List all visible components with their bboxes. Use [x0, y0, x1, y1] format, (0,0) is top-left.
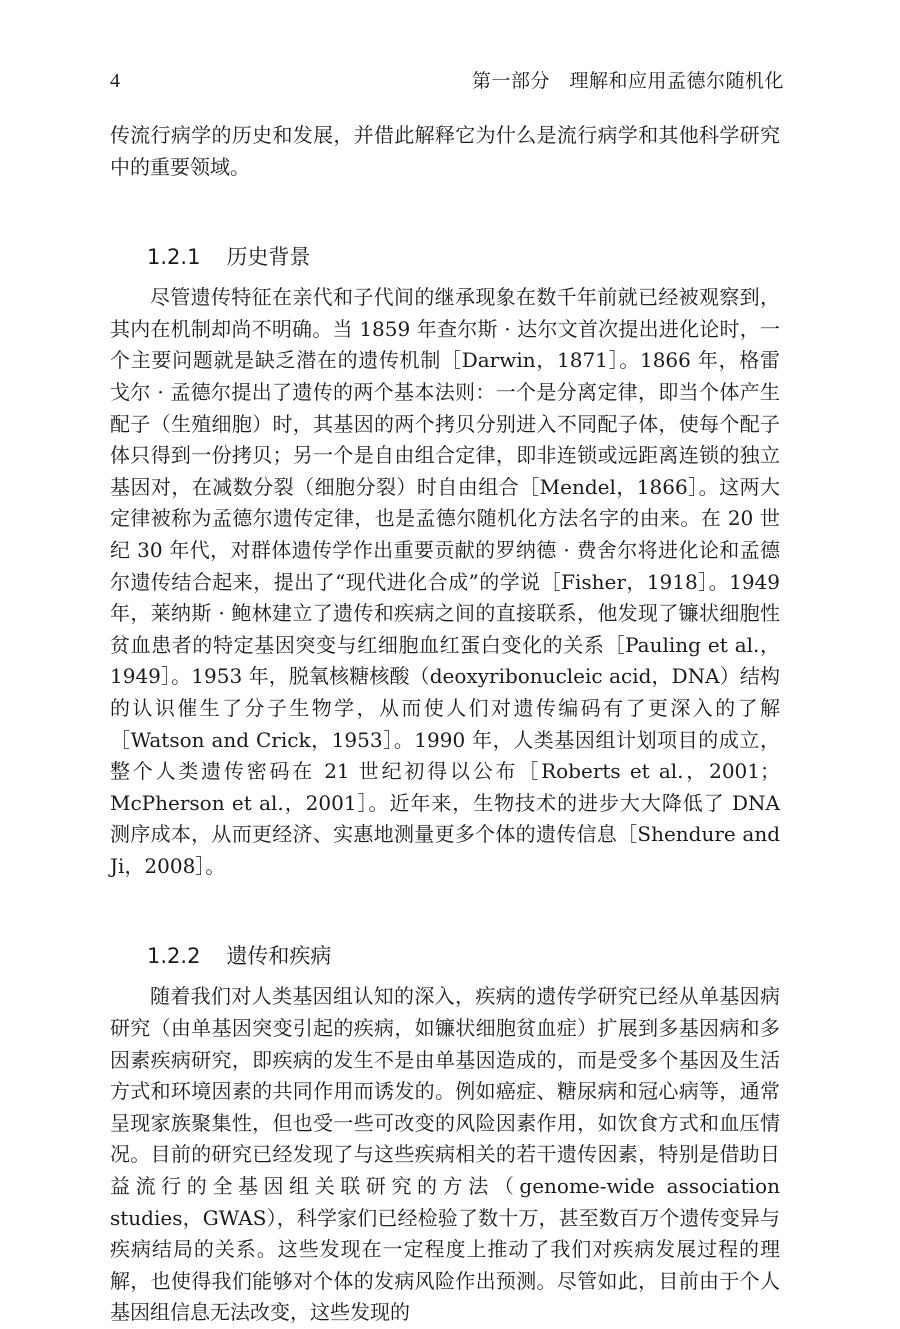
- page-body: [110, 120, 780, 1329]
- spacer: [110, 882, 780, 941]
- spacer: [110, 183, 780, 242]
- page-number: 4: [110, 70, 120, 92]
- section-number: 1.2.2: [147, 944, 201, 969]
- spacer: [110, 971, 780, 981]
- section-heading: [110, 242, 780, 272]
- running-header: [110, 66, 784, 96]
- section-paragraph: 尽管遗传特征在亲代和子代间的继承现象在数千年前就已经被观察到，其内在机制却尚不明确。当 1859 年查尔斯 · 达尔文首次提出进化论时，一个主要问题就是缺乏潜在的遗传机制［Darwin，1871］。1866 年，格雷戈尔 · 孟德尔提出了遗传的两个基本法则：一个是分离定律，即当个体产生配子（生殖细胞）时，其基因的两个拷贝分别进入不同配子体，使每个配子体只得到一份拷贝；另一个是自由组合定律，即非连锁或远距离连锁的独立基因对，在减数分裂（细胞分裂）时自由组合［Mendel，1866］。这两大定律被称为孟德尔遗传定律，也是孟德尔随机化方法名字的由来。在 20 世纪 30 年代，对群体遗传学作出重要贡献的罗纳德 · 费舍尔将进化论和孟德尔遗传结合起来，提出了“现代进化合成”的学说［Fisher，1918］。1949 年，莱纳斯 · 鲍林建立了遗传和疾病之间的直接联系，他发现了镰状细胞性贫血患者的特定基因突变与红细胞血红蛋白变化的关系［Pauling et al.，1949］。1953 年，脱氧核糖核酸（deoxyribonucleic acid，DNA）结构的认识催生了分子生物学，从而使人们对遗传编码有了更深入的了解［Watson and Crick，1953］。1990 年，人类基因组计划项目的成立，整个人类遗传密码在 21 世纪初得以公布［Roberts et al.，2001；McPherson et al.，2001］。近年来，生物技术的进步大大降低了 DNA 测序成本，从而更经济、实惠地测量更多个体的遗传信息［Shendure and Ji，2008］。: [110, 285, 780, 878]
- section-heading: [110, 941, 780, 971]
- spacer: [110, 272, 780, 282]
- section-number: 1.2.1: [147, 245, 201, 270]
- intro-paragraph: 传流行病学的历史和发展，并借此解释它为什么是流行病学和其他科学研究中的重要领域。: [110, 123, 780, 179]
- section-paragraph: 随着我们对人类基因组认知的深入，疾病的遗传学研究已经从单基因病研究（由单基因突变引起的疾病，如镰状细胞贫血症）扩展到多基因病和多因素疾病研究，即疾病的发生不是由单基因造成的，而是受多个基因及生活方式和环境因素的共同作用而诱发的。例如癌症、糖尿病和冠心病等，通常呈现家族聚集性，但也受一些可改变的风险因素作用，如饮食方式和血压情况。目前的研究已经发现了与这些疾病相关的若干遗传因素，特别是借助日益流行的全基因组关联研究的方法（genome-wide association studies，GWAS），科学家们已经检验了数十万，甚至数百万个遗传变异与疾病结局的关系。这些发现在一定程度上推动了我们对疾病发展过程的理解，也使得我们能够对个体的发病风险作出预测。尽管如此，目前由于个人基因组信息无法改变，这些发现的: [110, 984, 780, 1325]
- part-title: 第一部分 理解和应用孟德尔随机化: [471, 70, 784, 92]
- section-title: 历史背景: [226, 245, 311, 270]
- section-title: 遗传和疾病: [226, 944, 332, 969]
